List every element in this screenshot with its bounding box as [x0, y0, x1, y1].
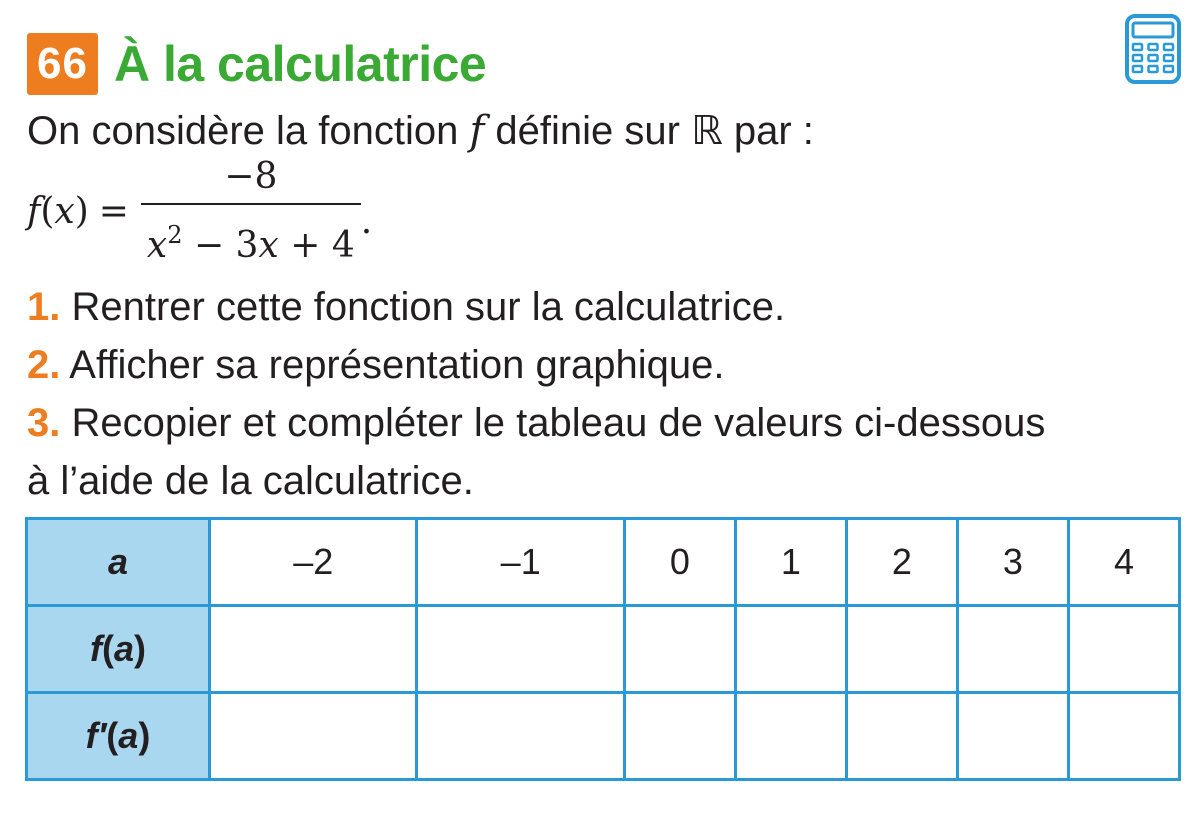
- exercise-title: À la calculatrice: [113, 36, 487, 92]
- question-continuation: à l’aide de la calculatrice.: [27, 459, 474, 503]
- exercise-header: [27, 33, 486, 95]
- calculator-icon: [1125, 14, 1181, 84]
- formula-den-plus: + 4: [278, 224, 355, 266]
- formula-equals: =: [98, 190, 129, 232]
- empty-cell[interactable]: [417, 606, 624, 693]
- table-row-a: [27, 519, 1180, 606]
- question-item: [27, 394, 1045, 452]
- row-header-fprime-a: [27, 693, 210, 780]
- value-cell: 3: [957, 519, 1068, 606]
- row-header-fa: [27, 606, 210, 693]
- question-number: 2.: [27, 343, 61, 387]
- empty-cell[interactable]: [624, 606, 735, 693]
- formula-den-exponent: 2: [167, 220, 183, 249]
- formula-fraction: [141, 155, 361, 268]
- value-cell: –1: [417, 519, 624, 606]
- formula-lhs: [27, 191, 89, 232]
- question-list: [27, 278, 1045, 510]
- formula-denominator: [141, 203, 361, 268]
- empty-cell[interactable]: [210, 606, 417, 693]
- question-number: 1.: [27, 285, 61, 329]
- empty-cell[interactable]: [1068, 606, 1179, 693]
- intro-text-before: On considère la fonction: [27, 109, 470, 153]
- values-table: [25, 517, 1181, 781]
- empty-cell[interactable]: [735, 606, 846, 693]
- intro-sentence: [27, 105, 814, 157]
- empty-cell[interactable]: [957, 693, 1068, 780]
- formula-lhs-close: ): [74, 190, 89, 232]
- empty-cell[interactable]: [624, 693, 735, 780]
- question-item: [27, 336, 1045, 394]
- row-header-fpa-open: (: [106, 715, 119, 756]
- empty-cell[interactable]: [957, 606, 1068, 693]
- empty-cell[interactable]: [846, 606, 957, 693]
- question-text: Rentrer cette fonction sur la calculatrice.: [60, 285, 786, 329]
- table-row-fa: [27, 606, 1180, 693]
- question-text: Recopier et compléter le tableau de valeurs ci-dessous: [60, 401, 1046, 445]
- row-header-fa-close: ): [134, 628, 147, 669]
- question-text: Afficher sa représentation graphique.: [60, 343, 725, 387]
- empty-cell[interactable]: [210, 693, 417, 780]
- table-row-fprime-a: [27, 693, 1180, 780]
- formula-lhs-open: (: [40, 190, 55, 232]
- formula-lhs-x: x: [54, 190, 75, 232]
- value-cell: –2: [210, 519, 417, 606]
- value-cell: 1: [735, 519, 846, 606]
- row-header-fpa-a: a: [118, 715, 139, 756]
- row-header-fa-open: (: [101, 628, 114, 669]
- formula-den-x-squared: x: [146, 224, 168, 266]
- intro-text-after: définie sur ℝ par :: [484, 109, 814, 153]
- formula-period: .: [360, 200, 373, 242]
- row-header-fa-a: a: [113, 628, 135, 669]
- formula-den-minus: − 3: [182, 224, 259, 266]
- function-formula: [27, 155, 373, 266]
- formula-den-x: x: [258, 224, 279, 266]
- question-item: [27, 278, 1045, 336]
- row-header-fpa-close: ): [138, 715, 151, 756]
- empty-cell[interactable]: [1068, 693, 1179, 780]
- intro-function-name: f: [469, 108, 485, 154]
- value-cell: 0: [624, 519, 735, 606]
- formula-numerator: −8: [224, 155, 278, 197]
- question-number: 3.: [27, 401, 61, 445]
- row-header-fa-f: f: [89, 628, 102, 669]
- empty-cell[interactable]: [417, 693, 624, 780]
- row-header-a: a: [27, 519, 210, 606]
- exercise-number-badge: 66: [27, 33, 98, 95]
- empty-cell[interactable]: [735, 693, 846, 780]
- value-cell: 4: [1068, 519, 1179, 606]
- row-header-fpa-f: f′: [85, 715, 107, 756]
- formula-lhs-f: f: [27, 190, 41, 232]
- value-cell: 2: [846, 519, 957, 606]
- empty-cell[interactable]: [846, 693, 957, 780]
